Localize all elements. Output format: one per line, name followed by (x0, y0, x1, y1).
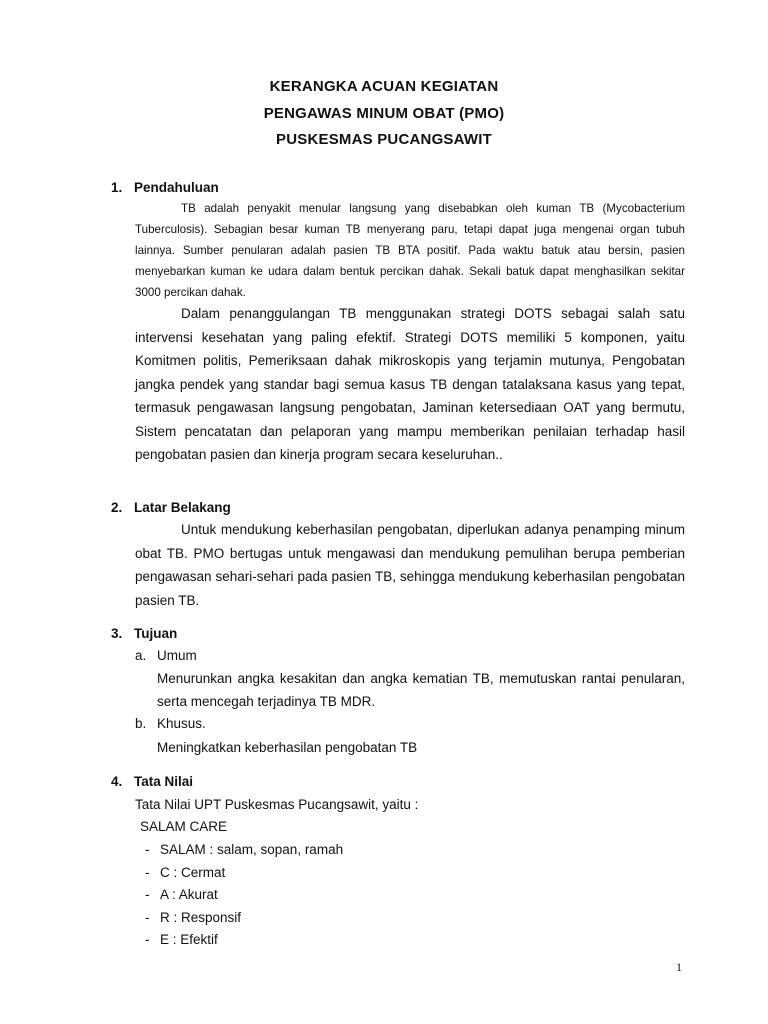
tata-nilai-item-text: A : Akurat (160, 887, 218, 902)
section-title: Tata Nilai (134, 774, 194, 789)
section-title: Pendahuluan (134, 180, 219, 195)
section-number: 2. (111, 500, 123, 515)
tata-nilai-item: - A : Akurat (145, 887, 218, 902)
list-label-text: Umum (157, 648, 197, 663)
doc-title-line-2: PENGAWAS MINUM OBAT (PMO) (263, 105, 505, 122)
list-letter: a. (135, 648, 147, 663)
tata-nilai-item-text: C : Cermat (160, 865, 226, 880)
tata-nilai-motto: SALAM CARE (140, 819, 228, 834)
list-label-text: Khusus. (157, 716, 206, 731)
tujuan-khusus-text: Meningkatkan keberhasilan pengobatan TB (157, 740, 418, 755)
section-title: Latar Belakang (134, 500, 231, 515)
section-number: 4. (111, 774, 123, 789)
section-number: 1. (111, 180, 123, 195)
section-2-heading (111, 500, 231, 515)
doc-title-line-1: KERANGKA ACUAN KEGIATAN (269, 78, 499, 95)
section-1-heading (111, 180, 219, 195)
pendahuluan-paragraph-2: Dalam penanggulangan TB menggunakan strategi DOTS sebagai salah satu intervensi kesehatan yang paling efektif. Strategi DOTS memiliki 5 komponen, yaitu Komitmen politis, Pemeriksaan dahak mikroskopis yang terjamin mutunya, Pengobatan jangka pendek yang standar bagi semua kasus TB dengan tatalaksana kasus yang tepat, termasuk pengawasan langsung pengobatan, Jaminan ketersediaan OAT yang bermutu, Sistem pencatatan dan pelaporan yang mampu memberikan penilaian terhadap hasil pengobatan pasien dan kinerja program secara keseluruhan.. (135, 306, 685, 462)
section-number: 3. (111, 626, 123, 641)
pendahuluan-paragraph-1: TB adalah penyakit menular langsung yang disebabkan oleh kuman TB (Mycobacterium Tuberculosis). Sebagian besar kuman TB menyerang paru, tetapi dapat juga mengenai organ tubuh lainnya. Sumber penularan adalah pasien TB BTA positif. Pada waktu batuk atau bersin, pasien menyebarkan kuman ke udara dalam bentuk percikan dahak. Sekali batuk dapat menghasilkan sekitar 3000 percikan dahak. (135, 202, 685, 299)
tata-nilai-item-text: SALAM : salam, sopan, ramah (160, 842, 344, 857)
page-number: 1 (676, 960, 682, 974)
section-title: Tujuan (134, 626, 178, 641)
doc-title-line-3: PUSKESMAS PUCANGSAWIT (276, 131, 492, 148)
tata-nilai-item-text: E : Efektif (160, 932, 218, 947)
tata-nilai-intro: Tata Nilai UPT Puskesmas Pucangsawit, yaitu : (135, 797, 419, 812)
tata-nilai-item: - C : Cermat (145, 865, 226, 880)
tata-nilai-item: - SALAM : salam, sopan, ramah (145, 842, 344, 857)
tata-nilai-item: - E : Efektif (145, 932, 218, 947)
tujuan-umum-text: Menurunkan angka kesakitan dan angka kematian TB, memutuskan rantai penularan, serta mencegah terjadinya TB MDR. (157, 671, 685, 709)
section-3-heading (111, 626, 177, 641)
section-4-heading (111, 774, 193, 789)
tujuan-khusus-label (135, 716, 206, 731)
latar-belakang-paragraph: Untuk mendukung keberhasilan pengobatan, diperlukan adanya penamping minum obat TB. PMO bertugas untuk mengawasi dan mendukung pemulihan berupa pemberian pengawasan sehari-sehari pada pasien TB, sehingga mendukung keberhasilan pengobatan pasien TB. (135, 522, 685, 608)
tata-nilai-item-text: R : Responsif (160, 910, 242, 925)
list-letter: b. (135, 716, 147, 731)
tata-nilai-item: - R : Responsif (145, 910, 242, 925)
tujuan-umum-label (135, 648, 197, 663)
